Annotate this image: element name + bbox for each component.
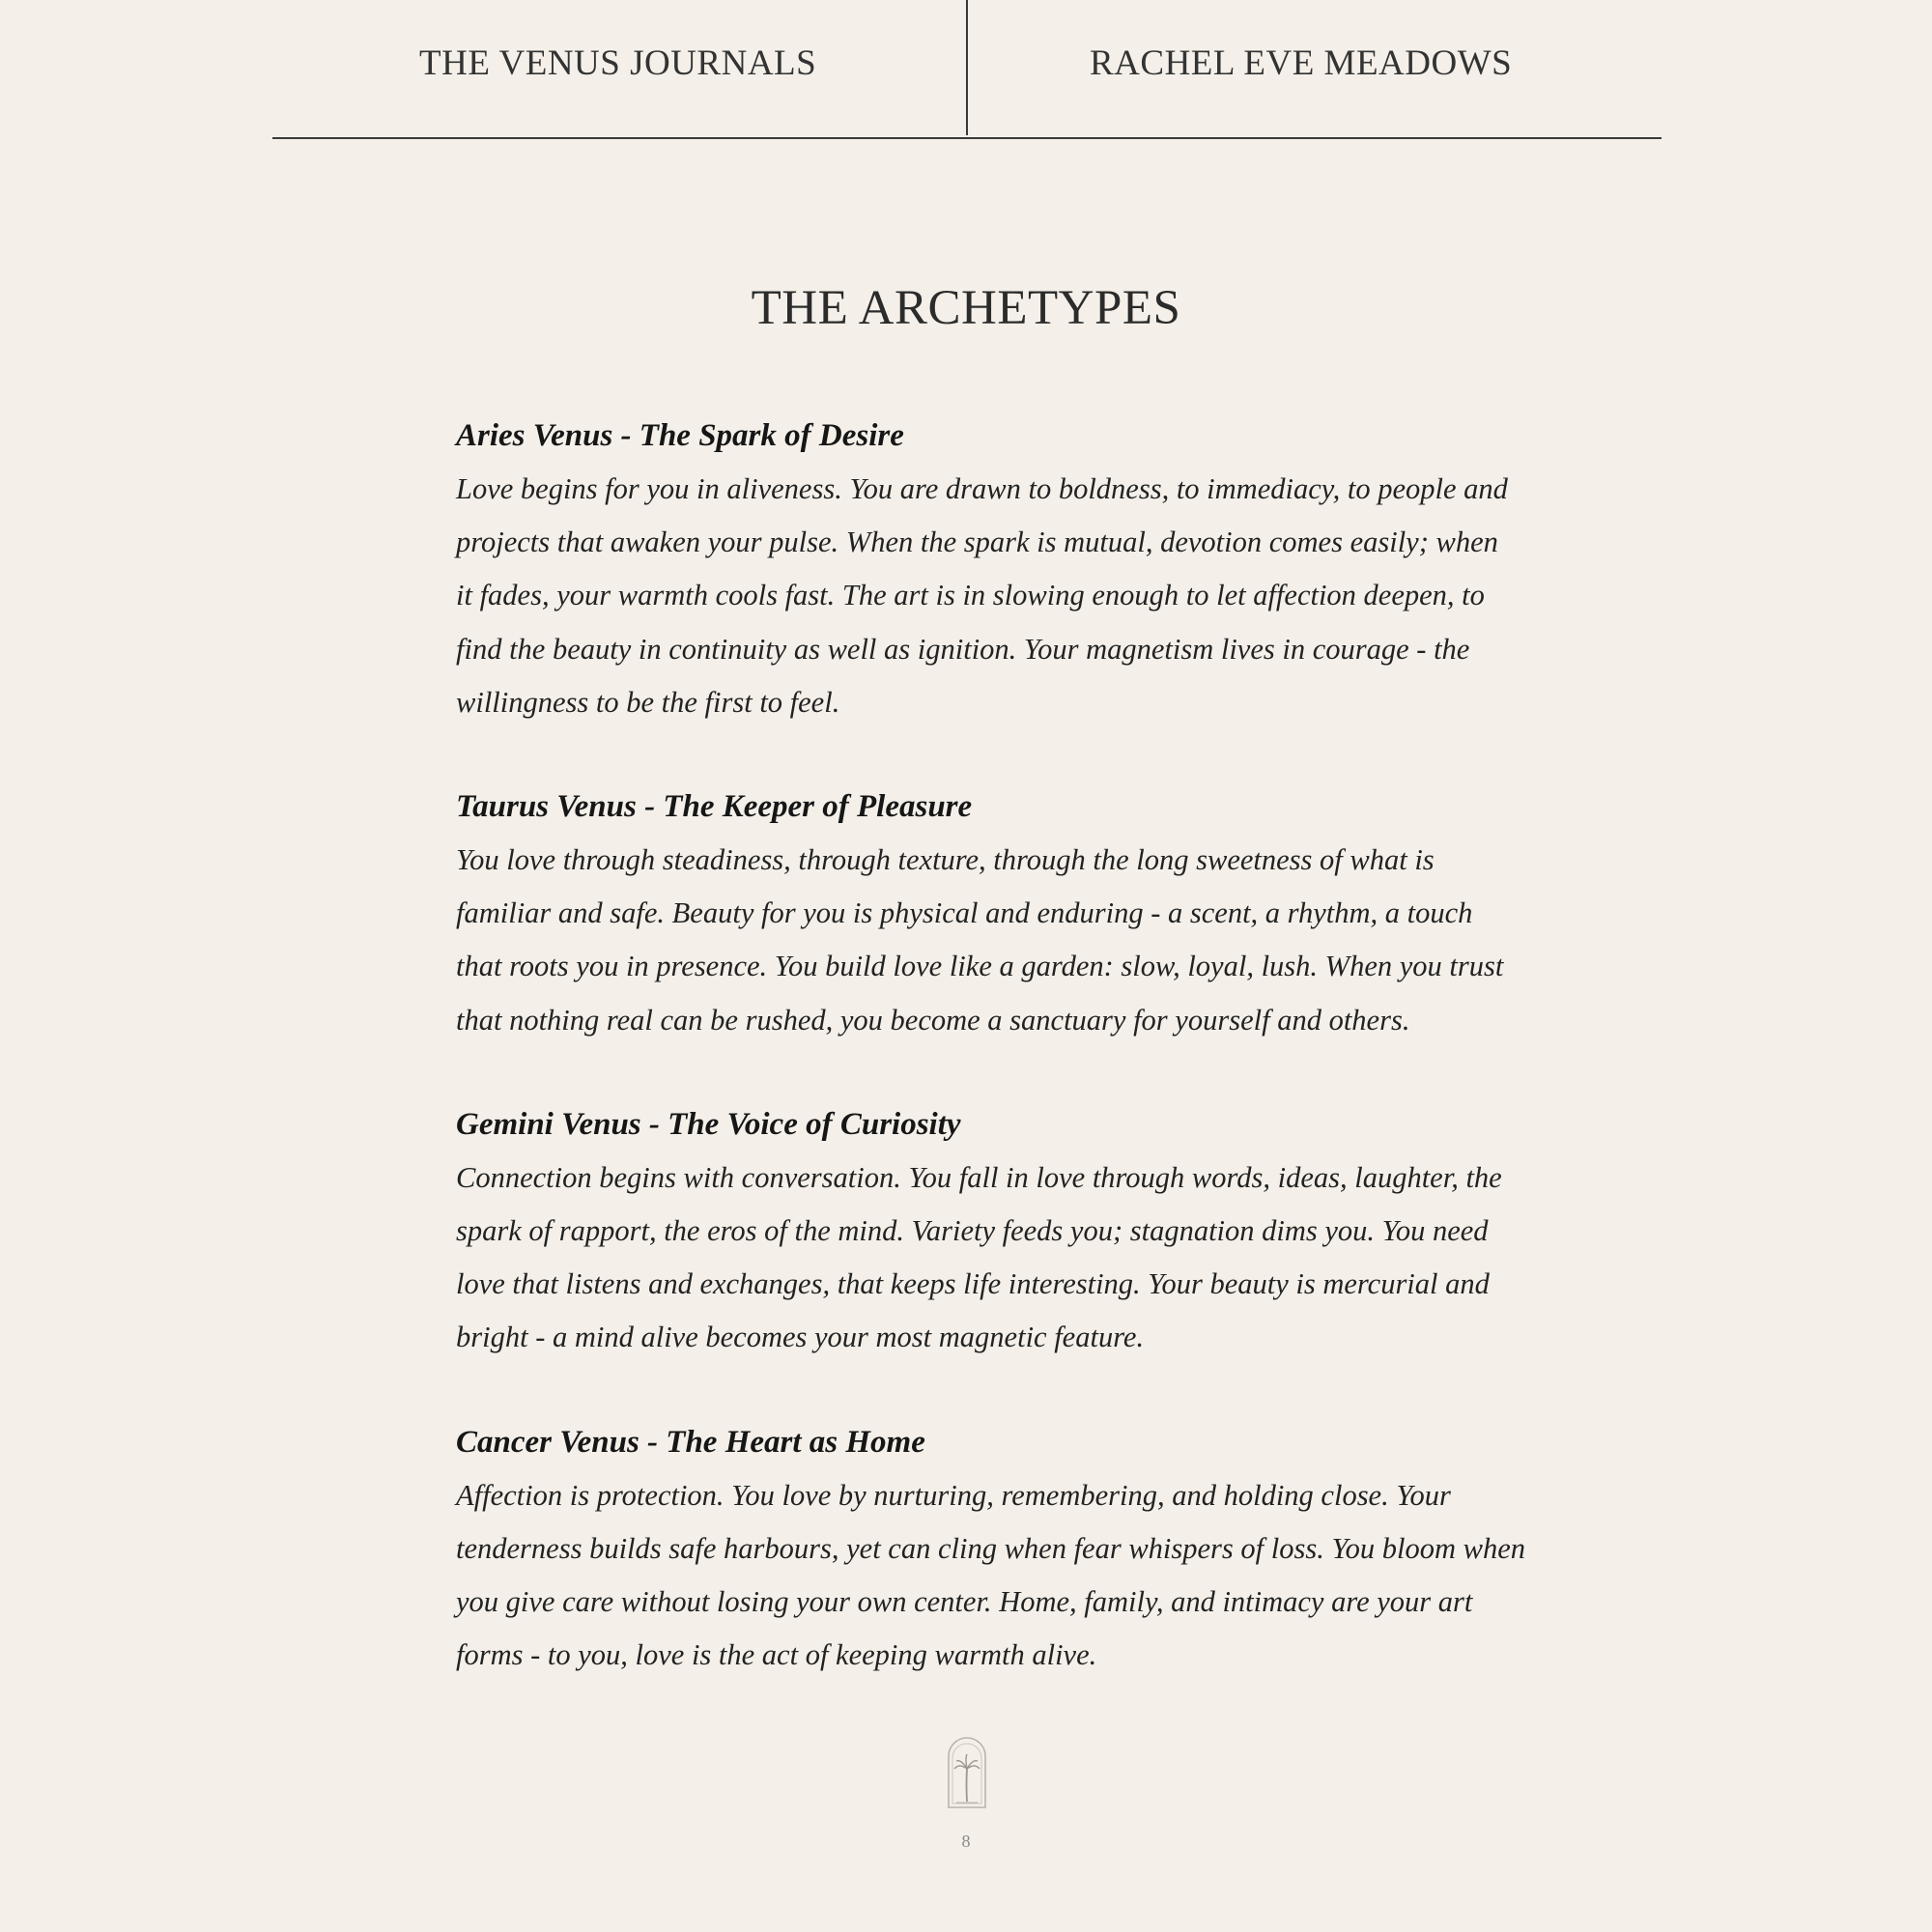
section-body — [456, 1469, 1526, 1683]
body-line: willingness to be the first to feel. — [456, 685, 840, 719]
running-header — [272, 0, 1662, 139]
section-heading: Gemini Venus - The Voice of Curiosity — [456, 1106, 961, 1142]
body-line: Affection is protection. You love by nurturing, remembering, and holding close. Your — [456, 1478, 1451, 1512]
body-line: You love through steadiness, through texture, through the long sweetness of what is — [456, 843, 1435, 877]
section-cancer — [456, 1416, 1526, 1683]
body-line: that roots you in presence. You build love like a garden: slow, loyal, lush. When you trust — [456, 950, 1504, 983]
author-name: RACHEL EVE MEADOWS — [1090, 43, 1513, 83]
body-line: you give care without losing your own center. Home, family, and intimacy are your art — [456, 1585, 1473, 1619]
body-line: it fades, your warmth cools fast. The art is in slowing enough to let affection deepen, to — [456, 579, 1485, 612]
body-line: love that listens and exchanges, that keeps life interesting. Your beauty is mercurial and — [456, 1267, 1490, 1301]
body-line: find the beauty in continuity as well as ignition. Your magnetism lives in courage - the — [456, 632, 1470, 666]
archetypes-content — [456, 410, 1526, 1733]
section-body — [456, 463, 1508, 729]
body-line: bright - a mind alive becomes your most magnetic feature. — [456, 1321, 1145, 1354]
section-heading: Aries Venus - The Spark of Desire — [456, 418, 904, 453]
header-divider — [966, 0, 968, 135]
page-title: THE ARCHETYPES — [751, 281, 1181, 335]
body-line: projects that awaken your pulse. When the spark is mutual, devotion comes easily; when — [456, 526, 1498, 559]
body-line: familiar and safe. Beauty for you is physical and enduring - a scent, a rhythm, a touch — [456, 896, 1473, 930]
section-body — [456, 834, 1504, 1047]
section-body — [456, 1151, 1502, 1365]
body-line: Love begins for you in aliveness. You are drawn to boldness, to immediacy, to people and — [456, 472, 1508, 505]
journal-title: THE VENUS JOURNALS — [419, 43, 817, 83]
section-gemini — [456, 1098, 1502, 1365]
section-aries — [456, 410, 1508, 729]
body-line: Connection begins with conversation. You fall in love through words, ideas, laughter, the — [456, 1160, 1502, 1194]
body-line: forms - to you, love is the act of keeping warmth alive. — [456, 1638, 1097, 1672]
body-line: spark of rapport, the eros of the mind. Variety feeds you; stagnation dims you. You need — [456, 1214, 1489, 1248]
section-heading: Cancer Venus - The Heart as Home — [456, 1424, 925, 1460]
section-taurus — [456, 781, 1504, 1047]
page-number: 8 — [961, 1832, 971, 1851]
section-heading: Taurus Venus - The Keeper of Pleasure — [456, 789, 973, 825]
body-line: that nothing real can be rushed, you become a sanctuary for yourself and others. — [456, 1003, 1410, 1037]
palm-tree-arch-icon — [945, 1734, 989, 1811]
body-line: tenderness builds safe harbours, yet can cling when fear whispers of loss. You bloom when — [456, 1531, 1526, 1565]
